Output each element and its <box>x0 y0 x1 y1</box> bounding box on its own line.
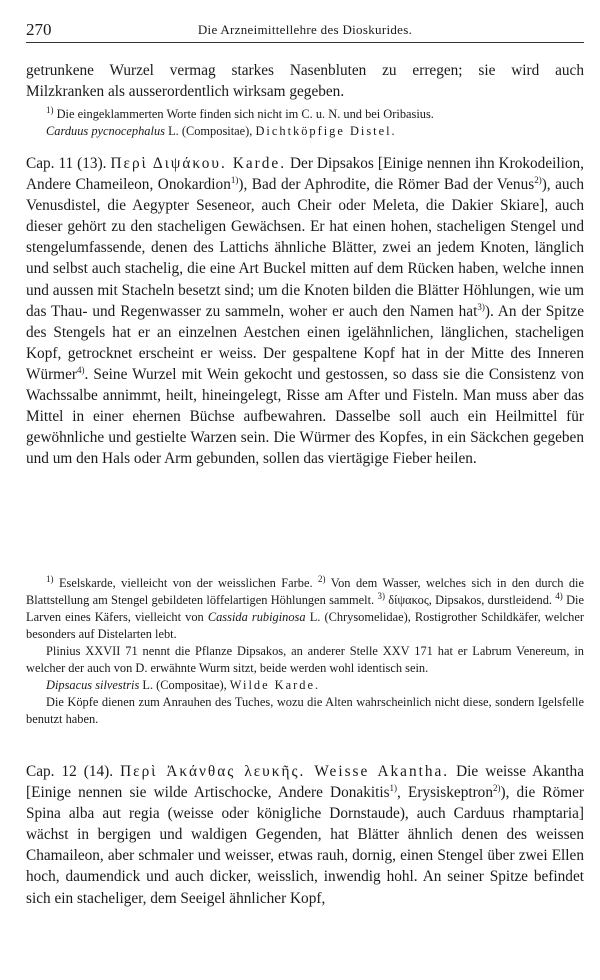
chapter-12-greek: Περὶ Ἀκάνθας λευκῆς. <box>120 763 306 780</box>
chapter-11-label: Cap. 11 (13). <box>26 155 111 172</box>
intro-line-1: getrunkene Wurzel vermag starkes Nasenbluten zu erregen; sie wird auch <box>26 62 584 79</box>
german-name: Dichtköpfige Distel. <box>255 124 397 138</box>
intro-paragraph <box>26 60 584 102</box>
chapter-12-title: Weisse Akantha. <box>305 763 450 780</box>
running-title: Die Arzneimittellehre des Dioskurides. <box>197 22 413 37</box>
footnote-intro-text: $^{1)}$ Die eingeklammerten Worte finden sich nicht im C. u. N. und bei Oribasius. <box>46 104 434 121</box>
intro-line-2: Milzkranken als ausserordentlich wirksam gegeben. <box>26 83 345 101</box>
chapter-12 <box>26 761 584 909</box>
chapter-12-label: Cap. 12 (14). <box>26 763 121 780</box>
footnote-intro <box>26 106 584 140</box>
latin-name: Dipsacus silvestris <box>46 678 140 692</box>
footnote-ref: 2) <box>534 175 542 185</box>
footnote-ref: 4) <box>76 364 85 375</box>
page-header <box>26 20 584 43</box>
plinius-note: Plinius XXVII 71 nennt die Pflanze Dipsakos, an anderer Stelle XXV 171 hat er Labrum Venereum, in welcher der auch von D. erwähnte Wurm sitzt, beide werden wohl identisch sein. <box>26 644 584 675</box>
chapter-11-footnotes <box>26 575 584 728</box>
footnote-ref: 3) <box>477 301 485 312</box>
chapter-11-text: Cap. 11 (13). Περὶ Διψάκου. Karde. Der Dipsakos [Einige nennen ihn Krokodeilion, Andere Chameileon, Onokardion$^{1)}$), Bad der Aphrodite, die Römer Bad der Venus$^{2)}$), auch Venusdistel, die Aegypter Seseneor, auch Cheir oder Meleta, die Dakier Skiare], auch dieser gehört zu den stacheligen Gewächsen. Er hat einen hohen, stacheligen Stengel und stengelumfassende, denen des Lattichs ähnliche Blätter, zwei an jedem Knoten, länglich und selbst auch stachelig, die eine Art Buckel mitten auf dem Rücken haben, welche innen und aussen mit Stacheln besetzt sind; um die Knoten bilden die Blätter Höhlungen, wie um das Thau- und Regenwasser zu sammeln, woher er auch den Namen hat$^{3)}$). An der Spitze des Stengels hat er an einzelnen Aestchen einen igelähnlichen, länglichen, stacheligen Kopf, getrocknet erscheint er weiss. Der gespaltene Kopf hat in der Mitte des Inneren Würmer$^{4)}$. Seine Wurzel mit Wein gekocht und gestossen, so dass sie die Consistenz von Wachssalbe annimmt, heilt, hineingelegt, Risse am After und Fisteln. Man muss aber das Mittel in einer ehernen Büchse aufbewahren. Dasselbe soll auch ein Heilmittel für gewöhnliche und gestielte Warzen sein. Die Würmer des Kopfes, in ein Säckchen gegeben und um den Hals oder Arm gebunden, sollen das viertägige Fieber heilen. <box>26 155 585 468</box>
german-name: Wilde Karde. <box>229 678 321 692</box>
latin-name: Cassida rubiginosa <box>207 610 306 624</box>
chapter-11-title: Karde. <box>226 155 287 172</box>
chapter-11 <box>26 153 584 469</box>
page-number: 270 <box>26 20 52 39</box>
chapter-11-greek: Περὶ Διψάκου. <box>110 155 227 172</box>
closing-note: Die Köpfe dienen zum Anrauhen des Tuches, wozu die Alten wahrscheinlich nicht diese, sondern Igelsfelle benutzt haben. <box>26 695 584 726</box>
species-note: Dipsacus silvestris L. (Compositae), Wilde Karde. <box>46 678 321 692</box>
latin-name: Carduus pycnocephalus <box>46 124 165 138</box>
footnote-intro-species: Carduus pycnocephalus L. (Compositae), Dichtköpfige Distel. <box>46 124 397 138</box>
chapter-12-text: Cap. 12 (14). Περὶ Ἀκάνθας λευκῆς. Weisse Akantha. Die weisse Akantha [Einige nennen sie wilde Artischocke, Andere Donakitis$^{1)}$, Erysiskeptron$^{2)}$), die Römer Spina alba aut regia (weisse oder königliche Dornstaude), auch Carduus rhamptaria] wächst in bergigen und waldigen Gegenden, hat Blätter ähnlich denen des weissen Chamaileon, aber schmaler und weisser, etwas rauh, dornig, einen Stengel über zwei Ellen hoch, daumendick und auch dicker, weisslich, inwendig hohl. An seiner Spitze befindet sich ein stacheliger, dem Seeigel ähnlicher Kopf, <box>26 763 584 907</box>
footnote-marker: 1) <box>46 104 54 115</box>
footnote-ref: 2) <box>492 783 501 793</box>
footnote-ref: 1) <box>230 175 239 185</box>
footnote-ref: 1) <box>389 783 398 793</box>
footnotes-11: $^{1)}$ Eselskarde, vielleicht von der weisslichen Farbe. $^{2)}$ Von dem Wasser, welches sich in den durch die Blattstellung am Stengel gebildeten löffelartigen Höhlungen sammelt. $^{3)}$ δίψακος, Dipsakos, durstleidend. $^{4)}$ Die Larven eines Käfers, vielleicht von Cassida rubiginosa L. (Chrysomelidae), Rostigrother Schildkäfer, welcher besonders auf Distelarten lebt. <box>26 573 584 641</box>
